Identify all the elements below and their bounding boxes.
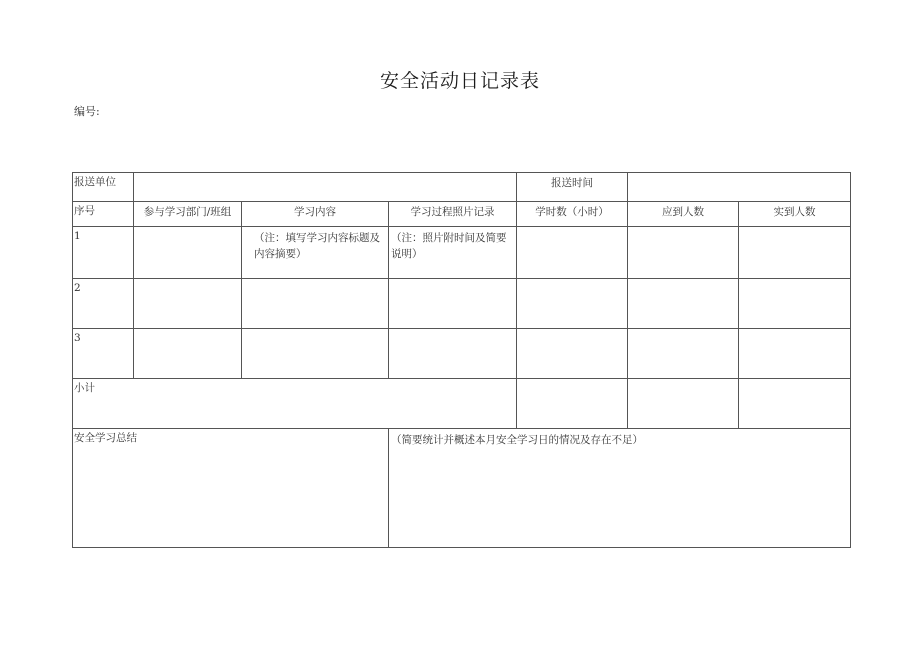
photo-field[interactable] (389, 279, 517, 329)
actual-field[interactable] (739, 279, 851, 329)
report-time-label: 报送时间 (517, 173, 628, 202)
summary-row (73, 429, 851, 548)
content-note[interactable]: （注：填写学习内容标题及内容摘要） (242, 227, 389, 279)
expected-field[interactable] (628, 227, 739, 279)
report-info-row (73, 173, 851, 202)
page-title: 安全活动日记录表 (379, 70, 540, 92)
activity-record-table (72, 172, 851, 548)
subtotal-hours-field[interactable] (517, 379, 628, 429)
expected-field[interactable] (628, 329, 739, 379)
summary-label: 安全学习总结 (73, 429, 389, 548)
col-header-seq: 序号 (73, 202, 134, 227)
content-field[interactable] (242, 329, 389, 379)
col-header-dept: 参与学习部门/班组 (134, 202, 242, 227)
subtotal-actual-field[interactable] (739, 379, 851, 429)
subtotal-row (73, 379, 851, 429)
dept-field[interactable] (134, 227, 242, 279)
dept-field[interactable] (134, 279, 242, 329)
table-row (73, 329, 851, 379)
col-header-content: 学习内容 (242, 202, 389, 227)
column-header-row (73, 202, 851, 227)
table-row (73, 279, 851, 329)
hours-field[interactable] (517, 227, 628, 279)
subtotal-expected-field[interactable] (628, 379, 739, 429)
actual-field[interactable] (739, 329, 851, 379)
summary-note[interactable]: （简要统计并概述本月安全学习日的情况及存在不足） (389, 429, 851, 548)
col-header-hours: 学时数（小时） (517, 202, 628, 227)
col-header-actual: 实到人数 (739, 202, 851, 227)
table-row (73, 227, 851, 279)
report-time-field[interactable] (628, 173, 851, 202)
col-header-photos: 学习过程照片记录 (389, 202, 517, 227)
actual-field[interactable] (739, 227, 851, 279)
photo-note[interactable]: （注：照片附时间及简要说明） (389, 227, 517, 279)
report-unit-label: 报送单位 (73, 173, 134, 202)
col-header-expected: 应到人数 (628, 202, 739, 227)
row-seq: 1 (73, 227, 134, 279)
subtotal-label: 小计 (73, 379, 517, 429)
row-seq: 2 (73, 279, 134, 329)
content-field[interactable] (242, 279, 389, 329)
hours-field[interactable] (517, 329, 628, 379)
dept-field[interactable] (134, 329, 242, 379)
report-unit-field[interactable] (134, 173, 517, 202)
expected-field[interactable] (628, 279, 739, 329)
row-seq: 3 (73, 329, 134, 379)
photo-field[interactable] (389, 329, 517, 379)
hours-field[interactable] (517, 279, 628, 329)
serial-number-label: 编号: (74, 105, 100, 118)
